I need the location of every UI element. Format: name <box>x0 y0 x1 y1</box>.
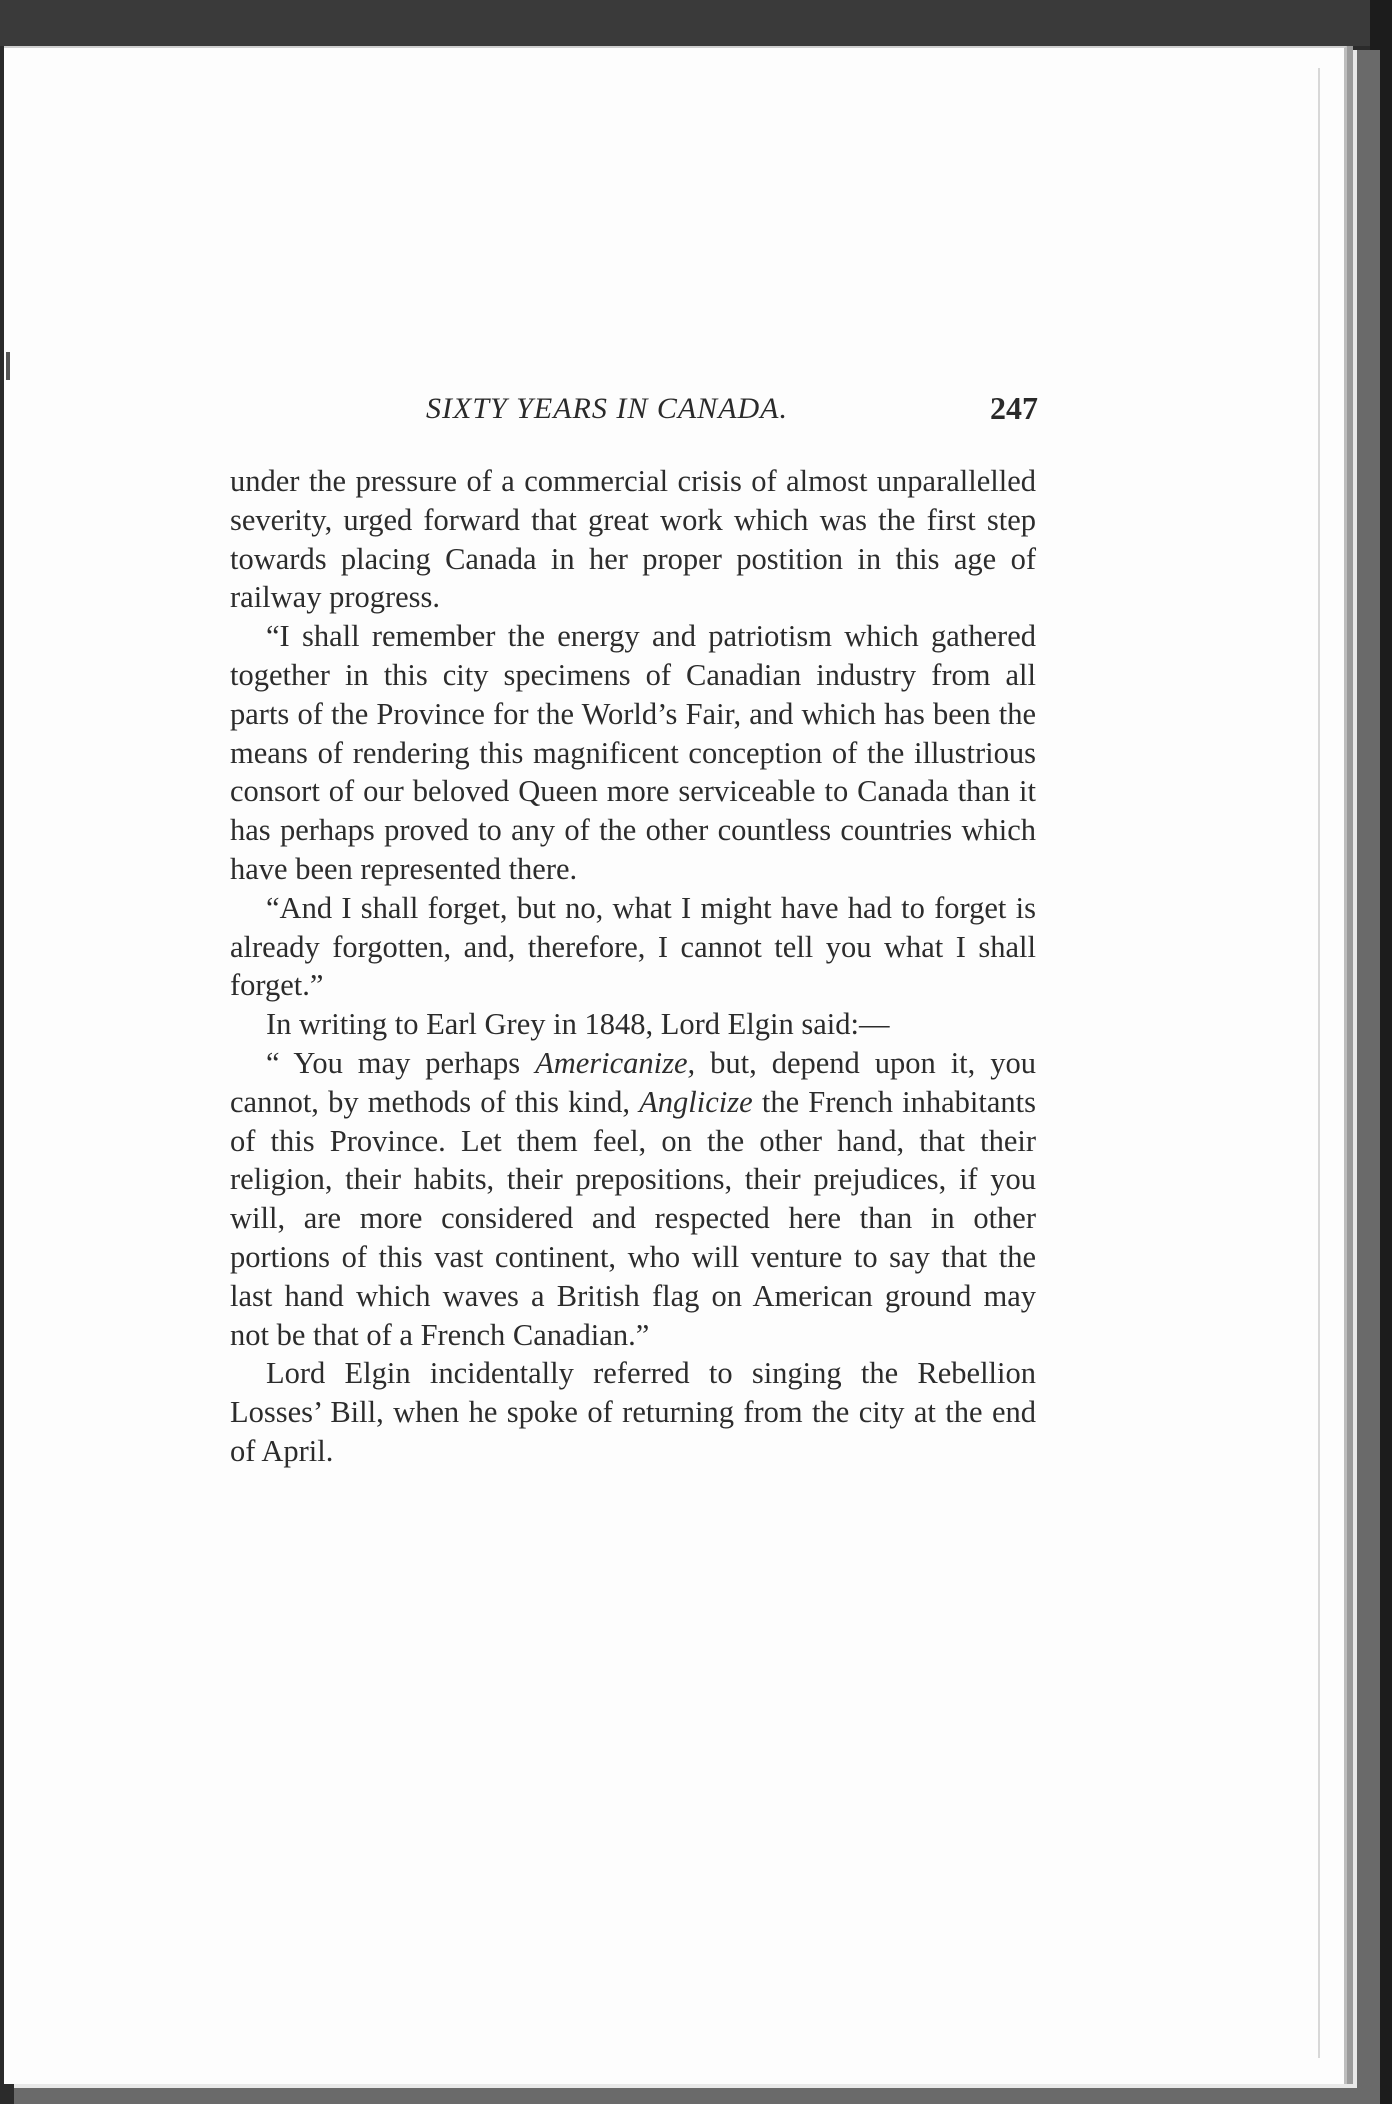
italic-americanize: Americanize, <box>535 1045 696 1080</box>
binding-mark <box>6 352 10 380</box>
paragraph-5 <box>230 1044 1036 1354</box>
quote-part-b: but, depend upon it, you cannot, by methods of this kind, <box>230 1045 1036 1119</box>
paragraph-4: In writing to Earl Grey in 1848, Lord Elgin said:— <box>266 1007 890 1042</box>
paragraph-1: under the pressure of a commercial crisis of almost unparallelled severity, urged forward that great work which was the first step towards placing Canada in her proper postition in this age of railway progress. <box>230 464 1036 615</box>
paragraph-6: Lord Elgin incidentally referred to singing the Rebellion Losses’ Bill, when he spoke of returning from the city at the end of April. <box>230 1356 1036 1468</box>
paragraph-3: “And I shall forget, but no, what I might have had to forget is already forgotten, and, therefore, I cannot tell you what I shall forget.” <box>230 890 1036 1003</box>
page-number: 247 <box>990 390 1038 426</box>
quote-part-a: “ You may perhaps <box>266 1045 536 1080</box>
body-text <box>230 462 1036 1471</box>
quote-part-c: the French inhabitants of this Province. Let them feel, on the other hand, that their religion, their habits, their prepositions, their prejudices, if you will, are more considered and respected here than in other portions of this vast continent, who will venture to say that the last hand which waves a British flag on American ground may not be that of a French Canadian.” <box>230 1084 1036 1352</box>
page-edge-line <box>1318 68 1320 2058</box>
italic-anglicize: Anglicize <box>639 1084 753 1119</box>
scan-background-top <box>0 0 1392 46</box>
paragraph-2: “I shall remember the energy and patriotism which gathered together in this city specimens of Canadian industry from all parts of the Province for the World’s Fair, and which has been the means of rendering this magnificent conception of the illustrious consort of our beloved Queen more serviceable to Canada than it has perhaps proved to any of the other countless countries which have been represented there. <box>230 619 1036 886</box>
running-title: SIXTY YEARS IN CANADA. <box>426 392 789 425</box>
page-header <box>226 384 1038 436</box>
